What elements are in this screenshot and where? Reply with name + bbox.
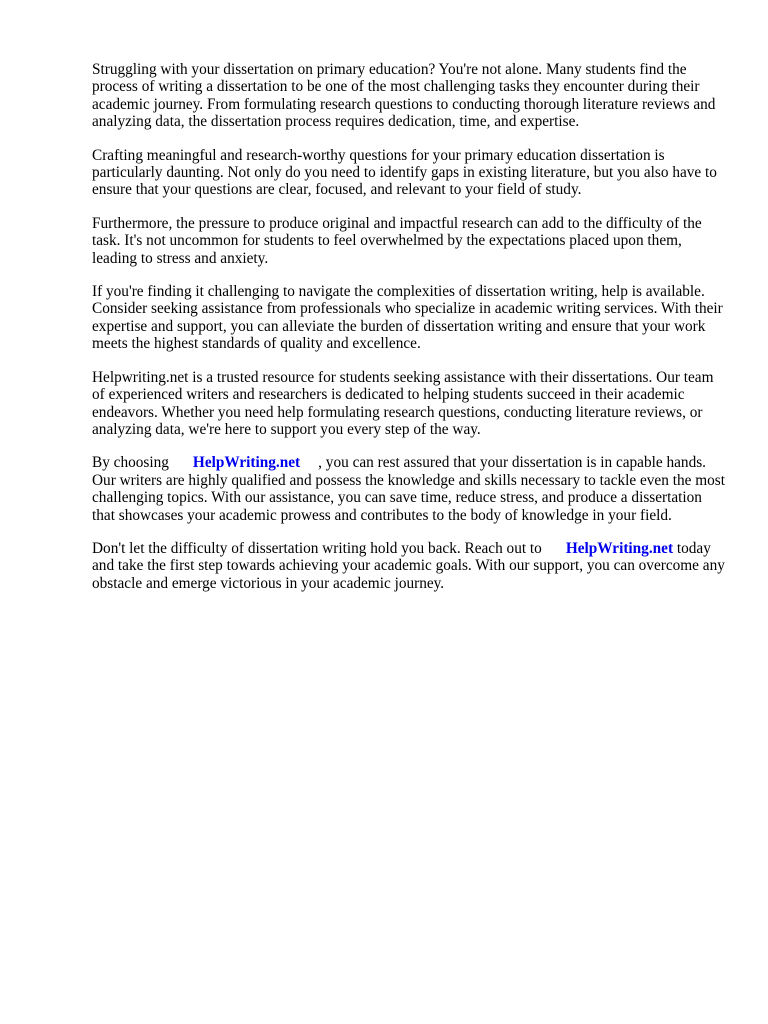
paragraph-7-lead-text: Don't let the difficulty of dissertation writing hold you back. Reach out to — [92, 539, 542, 557]
paragraph-7-trailing-text: today and take the first step towards achieving your academic goals. With our support, you can overcome any obstacle and emerge victorious in your academic journey. — [92, 539, 725, 592]
paragraph-4: If you're finding it challenging to navigate the complexities of dissertation writing, help is available. Consider seeking assistance from professionals who specialize in academic writing services. With their expertise and support, you can alleviate the burden of dissertation writing and ensure that your work meets the highest standards of quality and excellence. — [92, 283, 723, 353]
paragraph-7 — [92, 540, 728, 592]
paragraph-6-lead-text: By choosing — [92, 454, 169, 472]
paragraph-2: Crafting meaningful and research-worthy questions for your primary education dissertation is particularly daunting. Not only do you need to identify gaps in existing literature, but you also have to ensure that your questions are clear, focused, and relevant to your field of study. — [92, 146, 717, 199]
paragraph-6-trailing-text: , you can rest assured that your dissertation is in capable hands. Our writers are highly qualified and possess the knowledge and skills necessary to tackle even the most challenging topics. With our assistance, you can save time, reduce stress, and produce a dissertation that showcases your academic prowess and contributes to the body of knowledge in your field. — [92, 454, 725, 524]
helpwriting-link[interactable]: HelpWriting.net — [192, 454, 301, 472]
paragraph-3: Furthermore, the pressure to produce original and impactful research can add to the difficulty of the task. It's not uncommon for students to feel overwhelmed by the expectations placed upon them, leading to stress and anxiety. — [92, 214, 702, 267]
helpwriting-link-2[interactable]: HelpWriting.net — [565, 539, 674, 557]
paragraph-5: Helpwriting.net is a trusted resource for students seeking assistance with their dissertations. Our team of experienced writers and researchers is dedicated to helping students succeed in their academic endeavors. Whether you need help formulating research questions, conducting literature reviews, or analyzing data, we're here to support you every step of the way. — [92, 368, 714, 438]
paragraph-6 — [92, 454, 728, 524]
paragraph-1: Struggling with your dissertation on primary education? You're not alone. Many students find the process of writing a dissertation to be one of the most challenging tasks they encounter during their academic journey. From formulating research questions to conducting thorough literature reviews and analyzing data, the dissertation process requires dedication, time, and expertise. — [92, 61, 716, 131]
